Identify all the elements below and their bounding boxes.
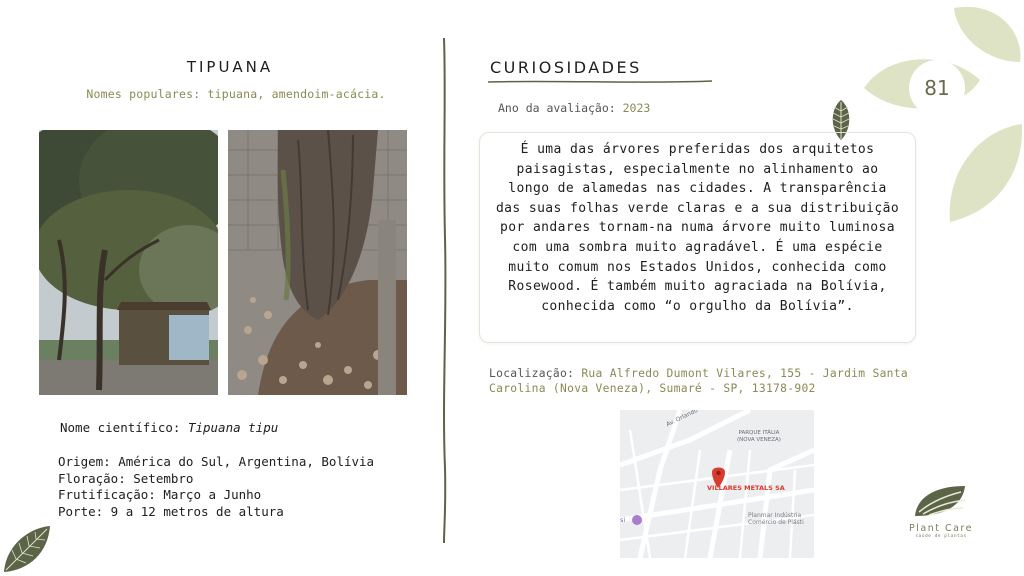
plant-care-logo bbox=[898, 484, 984, 539]
page-number: 81 bbox=[924, 76, 950, 100]
curiosity-card bbox=[479, 132, 916, 343]
scientific-value: Tipuana tipu bbox=[187, 420, 279, 435]
year-label: Ano da avaliação: bbox=[498, 101, 623, 115]
popular-names: Nomes populares: tipuana, amendoim-acácia. bbox=[86, 87, 386, 101]
tree-trunk-photo bbox=[228, 130, 407, 395]
brand-name: Plant Care bbox=[909, 523, 973, 534]
map-edge-label: si bbox=[620, 516, 626, 524]
leaf-bottom-left-icon bbox=[0, 524, 54, 576]
leaf-bottom bbox=[950, 124, 1022, 222]
location-map[interactable] bbox=[620, 410, 814, 558]
tree-canopy-photo bbox=[39, 130, 218, 395]
map-marker-label: VILLARES METALS SA bbox=[707, 484, 785, 492]
leaf-top-right bbox=[954, 7, 1020, 62]
fact-origin: Origem: América do Sul, Argentina, Bolívia bbox=[58, 454, 375, 469]
evaluation-year bbox=[498, 101, 650, 115]
brand-tagline: saúde de plantas bbox=[915, 534, 967, 539]
fact-flowering: Floração: Setembro bbox=[58, 470, 194, 486]
location-address: Rua Alfredo Dumont Vilares, 155 - Jardim Santa Carolina (Nova Veneza), Sumaré - SP, 13178-902 bbox=[489, 367, 908, 395]
curiosity-text: É uma das árvores preferidas dos arquitetos paisagistas, especialmente no alinhamento ao longo de alamedas nas cidades. A transparência das suas folhas verde claras e a sua distribuição por andares tornam-na numa árvore muito luminosa com uma sombra muito agradável. É uma espécie muito comum nos Estados Unidos, conhecida como Rosewood. É também muito agraciada na Bolívia, conhecida como “o orgulho da Bolívia”. bbox=[495, 142, 900, 314]
location bbox=[489, 366, 964, 396]
scientific-label: Nome científico: bbox=[60, 420, 188, 435]
year-value: 2023 bbox=[622, 101, 651, 115]
tree-facts bbox=[58, 454, 374, 520]
title-underline bbox=[488, 78, 712, 86]
fact-size: Porte: 9 a 12 metros de altura bbox=[58, 503, 284, 519]
map-place-label: Planmar Indústria Comércio de Plásti bbox=[748, 512, 804, 526]
vertical-divider bbox=[440, 38, 448, 543]
tree-title: TIPUANA bbox=[186, 58, 274, 76]
section-title: CURIOSIDADES bbox=[490, 58, 642, 77]
plant-care-logo-icon bbox=[913, 484, 969, 518]
scientific-name bbox=[60, 420, 278, 435]
map-district-label: PARQUE ITÁLIA (NOVA VENEZA) bbox=[737, 430, 781, 443]
location-label: Localização: bbox=[489, 367, 582, 380]
fact-fruiting: Frutificação: Março a Junho bbox=[58, 487, 262, 502]
